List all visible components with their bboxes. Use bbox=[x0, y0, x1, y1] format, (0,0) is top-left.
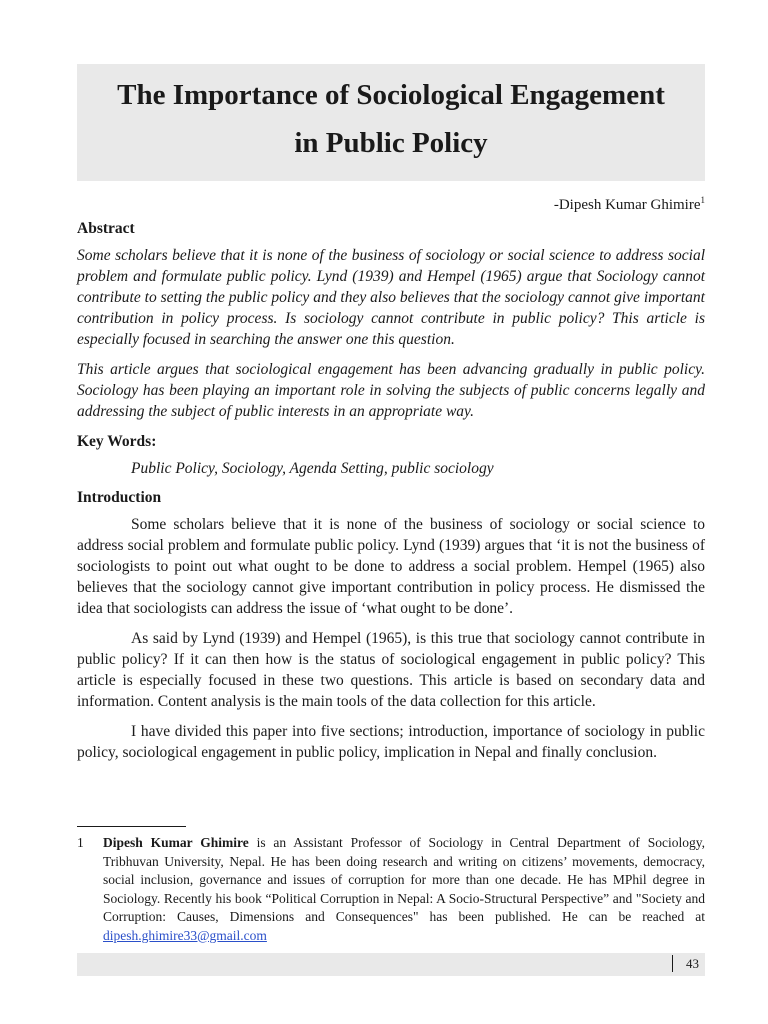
footer-divider bbox=[672, 955, 673, 972]
introduction-paragraph-1: Some scholars believe that it is none of the business of sociology or social science to address social problem and formulate public policy. Lynd (1939) argues that ‘it is not the business of sociologists to point out what ought to be done to address a social problem. Hempel (1965) also believes that the sociology cannot give important contribution in policy process. He dismissed the idea that sociologists can address the issue of ‘what ought to be done’. bbox=[77, 516, 705, 617]
introduction-heading: Introduction bbox=[77, 489, 162, 506]
footnote-number: 1 bbox=[77, 835, 84, 850]
keywords-list: Public Policy, Sociology, Agenda Setting, public sociology bbox=[131, 460, 494, 477]
abstract-heading: Abstract bbox=[77, 220, 135, 237]
footnote-body: is an Assistant Professor of Sociology in Central Department of Sociology, Tribhuvan University, Nepal. He has been doing research and writing on citizens’ movements, democracy, social inclusion, governance and issues of corruption for more than one decade. He has MPhil degree in Sociology. Recently his book “Political Corruption in Nepal: A Socio-Structural Perspective” and "Society and Corruption: Causes, Dimensions and Consequences" has been published. He can be reached at bbox=[103, 835, 706, 924]
footnote bbox=[77, 834, 705, 945]
abstract-paragraph-2: This article argues that sociological engagement has been advancing gradually in public policy. Sociology has been playing an important role in solving the subjects of public concerns legally and addressing the subject of public interests in an appropriate way. bbox=[77, 361, 705, 420]
keywords-heading: Key Words: bbox=[77, 433, 157, 450]
author-name: -Dipesh Kumar Ghimire bbox=[553, 197, 701, 213]
footnote-separator bbox=[77, 826, 186, 827]
page-title-line-2: in Public Policy bbox=[294, 127, 488, 159]
author-byline bbox=[77, 190, 705, 215]
title-banner bbox=[77, 64, 705, 181]
introduction-paragraph-2: As said by Lynd (1939) and Hempel (1965), is this true that sociology cannot contribute in public policy? If it can then how is the status of sociological engagement in public policy? This article is especially focused in these two questions. This article is based on secondary data and information. Content analysis is the main tools of the data collection for this article. bbox=[77, 630, 705, 710]
page-number: 43 bbox=[686, 956, 699, 971]
introduction-paragraph-3: I have divided this paper into five sections; introduction, importance of sociology in public policy, sociological engagement in public policy, implication in Nepal and finally conclusion. bbox=[77, 723, 705, 761]
footnote-text bbox=[103, 834, 705, 945]
abstract-paragraph-1: Some scholars believe that it is none of the business of sociology or social science to address social problem and formulate public policy. Lynd (1939) and Hempel (1965) argue that Sociology cannot contribute to setting the public policy and they also believes that the sociology cannot give important contribution in policy process. Is sociology cannot contribute in public policy? This article is especially focused in searching the answer one this question. bbox=[77, 247, 705, 348]
page-title-line-1: The Importance of Sociological Engagement bbox=[117, 79, 665, 111]
author-footnote-mark: 1 bbox=[700, 195, 705, 205]
page-footer-bar bbox=[77, 953, 705, 976]
article-content bbox=[77, 218, 705, 772]
footnote-author-name: Dipesh Kumar Ghimire bbox=[103, 835, 249, 850]
footnote-email-link[interactable]: dipesh.ghimire33@gmail.com bbox=[103, 927, 267, 943]
